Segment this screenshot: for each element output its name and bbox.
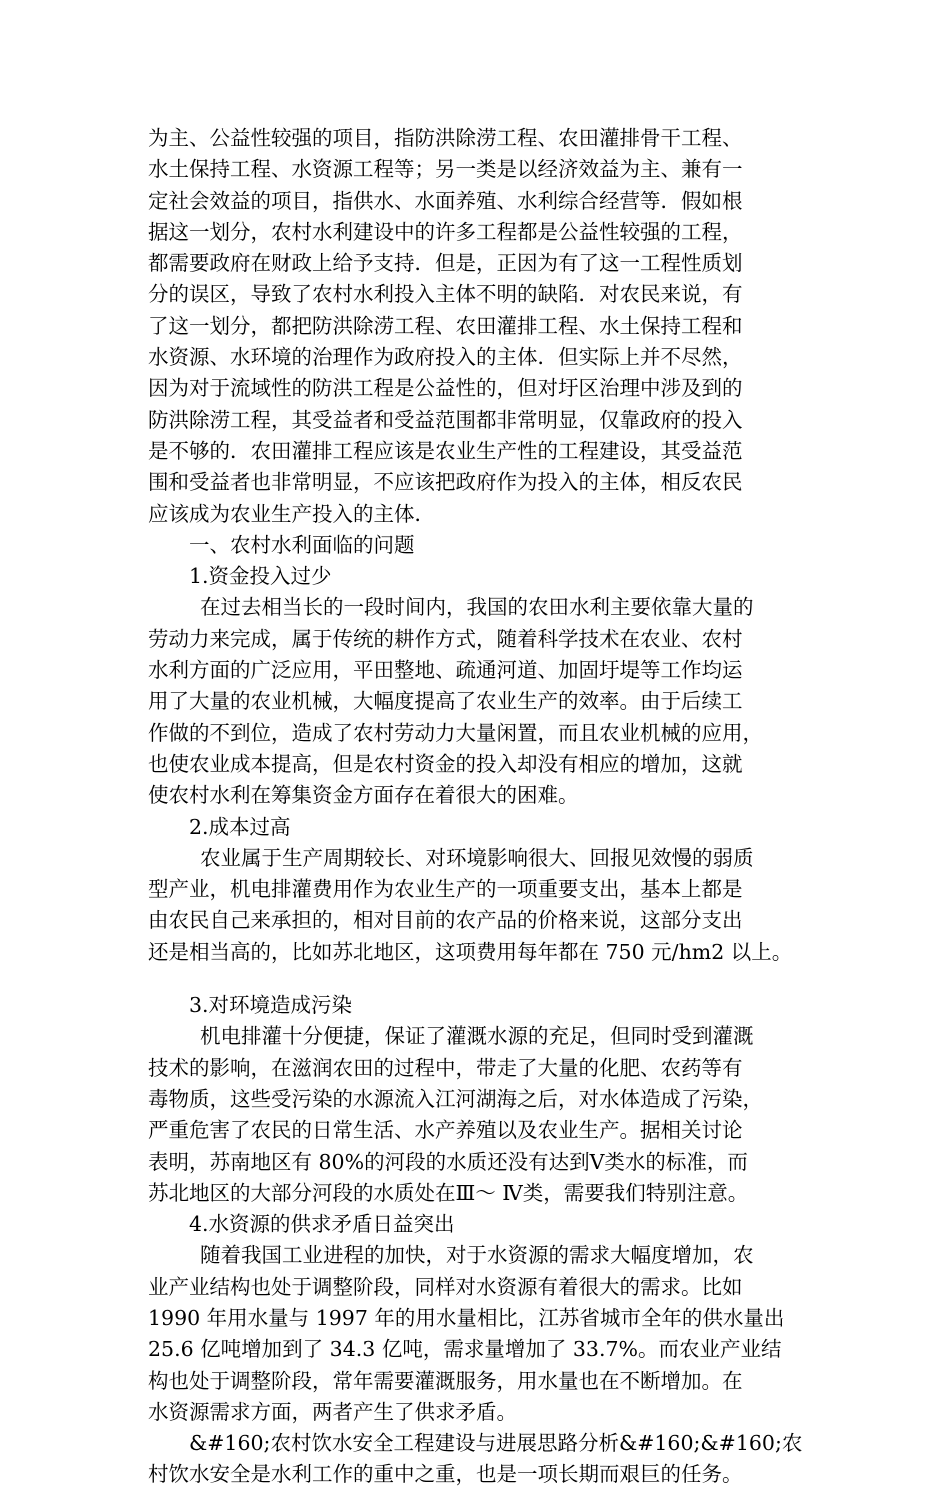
text-line: 为主、公益性较强的项目，指防洪除涝工程、农田灌排骨干工程、 xyxy=(148,126,743,150)
intro-paragraph xyxy=(148,123,808,530)
text-line: 定社会效益的项目，指供水、水面养殖、水利综合经营等．假如根 xyxy=(148,188,743,213)
text-line: 型产业，机电排灌费用作为农业生产的一项重要支出，基本上都是 xyxy=(148,877,743,902)
tail-paragraph xyxy=(148,1428,808,1491)
text-line: 防洪除涝工程，其受益者和受益范围都非常明显，仅靠政府的投入 xyxy=(148,407,743,432)
text-line: 都需要政府在财政上给予支持．但是，正因为有了这一工程性质划 xyxy=(148,251,743,276)
text-line: 用了大量的农业机械，大幅度提高了农业生产的效率。由于后续工 xyxy=(148,689,743,714)
text-line: 据这一划分，农村水利建设中的许多工程都是公益性较强的工程， xyxy=(148,219,743,244)
section-1-paragraph xyxy=(148,592,808,811)
text-line: 水资源、水环境的治理作为政府投入的主体．但实际上并不尽然， xyxy=(148,345,743,370)
text-line: 苏北地区的大部分河段的水质处在Ⅲ～ Ⅳ类，需要我们特别注意。 xyxy=(148,1180,749,1205)
text-line: 使农村水利在筹集资金方面存在着很大的困难。 xyxy=(148,783,579,808)
text-line: 了这一划分，都把防洪除涝工程、农田灌排工程、水土保持工程和 xyxy=(148,313,743,338)
text-line: 业产业结构也处于调整阶段，同样对水资源有着很大的需求。比如 xyxy=(148,1274,743,1299)
text-line: 严重危害了农民的日常生活、水产养殖以及农业生产。据相关讨论 xyxy=(148,1118,743,1143)
text-line: 还是相当高的，比如苏北地区，这项费用每年都在 750 元/hm2 以上。 xyxy=(148,939,793,964)
subsection-title: 1.资金投入过少 xyxy=(189,564,332,589)
text-line: 在过去相当长的一段时间内，我国的农田水利主要依靠大量的 xyxy=(200,595,754,620)
text-line: 因为对于流域性的防洪工程是公益性的，但对圩区治理中涉及到的 xyxy=(148,376,743,401)
section-2-paragraph xyxy=(148,843,808,968)
text-line: 随着我国工业进程的加快，对于水资源的需求大幅度增加，农 xyxy=(200,1243,754,1268)
subsection-title: 4.水资源的供求矛盾日益突出 xyxy=(189,1212,455,1237)
text-line: 是不够的．农田灌排工程应该是农业生产性的工程建设，其受益范 xyxy=(148,438,743,463)
text-line: 农业属于生产周期较长、对环境影响很大、回报见效慢的弱质 xyxy=(200,845,754,870)
text-line: 分的误区，导致了农村水利投入主体不明的缺陷．对农民来说，有 xyxy=(148,282,743,307)
paragraph-gap xyxy=(148,968,808,990)
subsection-title: 2.成本过高 xyxy=(189,814,291,839)
text-line: 由农民自己来承担的，相对目前的农产品的价格来说，这部分支出 xyxy=(148,908,743,933)
text-line: 技术的影响，在滋润农田的过程中，带走了大量的化肥、农药等有 xyxy=(148,1055,743,1080)
subsection-title: 3.对环境造成污染 xyxy=(189,993,353,1018)
text-line: 表明，苏南地区有 80%的河段的水质还没有达到Ⅴ类水的标准，而 xyxy=(148,1149,748,1174)
text-line: 水利方面的广泛应用，平田整地、疏通河道、加固圩堤等工作均运 xyxy=(148,658,743,683)
text-line: 机电排灌十分便捷，保证了灌溉水源的充足，但同时受到灌溉 xyxy=(200,1024,754,1049)
text-line: 水土保持工程、水资源工程等；另一类是以经济效益为主、兼有一 xyxy=(148,157,743,182)
text-line: 也使农业成本提高，但是农村资金的投入却没有相应的增加，这就 xyxy=(148,751,743,776)
text-line: 村饮水安全是水利工作的重中之重，也是一项长期而艰巨的任务。 xyxy=(148,1462,743,1487)
section-heading: 一、农村水利面临的问题 xyxy=(189,532,415,557)
text-line: 劳动力来完成，属于传统的耕作方式，随着科学技术在农业、农村 xyxy=(148,626,743,651)
text-line: 应该成为农业生产投入的主体． xyxy=(148,501,435,526)
text-line: 25.6 亿吨增加到了 34.3 亿吨，需求量增加了 33.7%。而农业产业结 xyxy=(148,1337,782,1362)
section-3-paragraph xyxy=(148,1021,808,1209)
text-line: 毒物质，这些受污染的水源流入江河湖海之后，对水体造成了污染， xyxy=(148,1086,763,1111)
text-line: 1990 年用水量与 1997 年的用水量相比，江苏省城市全年的供水量出 xyxy=(148,1305,785,1330)
text-line: 水资源需求方面，两者产生了供求矛盾。 xyxy=(148,1399,517,1424)
text-line: 作做的不到位，造成了农村劳动力大量闲置，而且农业机械的应用， xyxy=(148,720,763,745)
section-4-paragraph xyxy=(148,1240,808,1428)
text-line: &#160;农村饮水安全工程建设与进展思路分析&#160;&#160;农 xyxy=(189,1431,803,1456)
text-line: 围和受益者也非常明显，不应该把政府作为投入的主体，相反农民 xyxy=(148,470,743,495)
text-line: 构也处于调整阶段，常年需要灌溉服务，用水量也在不断增加。在 xyxy=(148,1368,743,1393)
document-page xyxy=(148,123,808,1491)
